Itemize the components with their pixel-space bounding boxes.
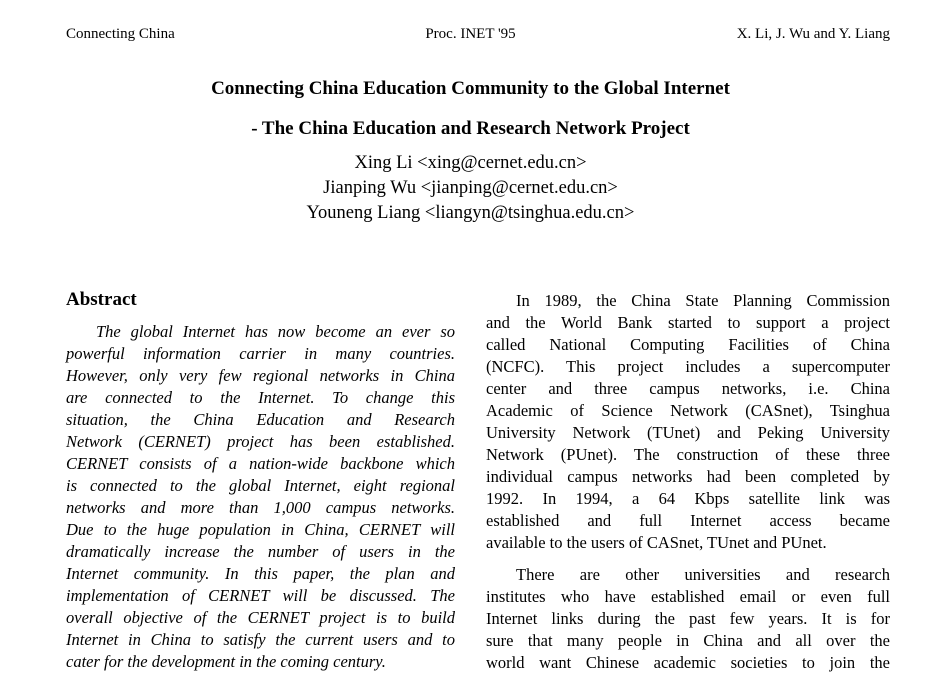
- abstract-text-line: networks and more than 1,000 campus networks.: [66, 498, 455, 517]
- paper-title-line2: - The China Education and Research Network Project: [251, 118, 690, 139]
- body-paragraph-1: [486, 290, 890, 554]
- body-paragraph-2: [486, 564, 890, 674]
- abstract-text-line: overall objective of the CERNET project is to build: [66, 608, 455, 627]
- body-text-line: sure that many people in China and all over the: [486, 631, 890, 650]
- body-text-line: available to the users of CASnet, TUnet and PUnet.: [486, 533, 827, 552]
- body-text-line: In 1989, the China State Planning Commission: [516, 291, 890, 310]
- header-running-title: Connecting China: [66, 26, 175, 42]
- abstract-text-line: situation, the China Education and Research: [66, 410, 455, 429]
- abstract-text-line: powerful information carrier in many countries.: [66, 344, 455, 363]
- abstract-text-line: cater for the development in the coming century.: [66, 652, 386, 671]
- body-text-line: Internet links during the past few years. It is for: [486, 609, 890, 628]
- body-text-line: individual campus networks had been completed by: [486, 467, 890, 486]
- abstract-text-line: is connected to the global Internet, eight regional: [66, 476, 455, 495]
- abstract-text-line: Due to the huge population in China, CERNET will: [66, 520, 455, 539]
- abstract-text-line: Network (CERNET) project has been established.: [66, 432, 455, 451]
- body-text-line: institutes who have established email or even full: [486, 587, 890, 606]
- paper-title-line1: Connecting China Education Community to the Global Internet: [211, 78, 730, 99]
- abstract-text-line: implementation of CERNET will be discussed. The: [66, 586, 455, 605]
- body-text-line: world want Chinese academic societies to join the: [486, 653, 890, 672]
- header-proceedings-label: Proc. INET '95: [425, 26, 516, 42]
- abstract-paragraph: [66, 321, 455, 673]
- abstract-text-line: dramatically increase the number of users in the: [66, 542, 455, 561]
- abstract-text-line: The global Internet has now become an ever so: [96, 322, 455, 341]
- body-text-line: There are other universities and research: [516, 565, 890, 584]
- abstract-text-line: CERNET consists of a nation-wide backbone which: [66, 454, 455, 473]
- body-text-line: called National Computing Facilities of China: [486, 335, 890, 354]
- body-text-line: (NCFC). This project includes a supercomputer: [486, 357, 890, 376]
- body-text-line: established and full Internet access became: [486, 511, 890, 530]
- author-line: Youneng Liang <liangyn@tsinghua.edu.cn>: [306, 203, 635, 223]
- abstract-heading: Abstract: [66, 289, 137, 310]
- body-text-line: and the World Bank started to support a project: [486, 313, 890, 332]
- author-line: Jianping Wu <jianping@cernet.edu.cn>: [323, 178, 618, 198]
- author-line: Xing Li <xing@cernet.edu.cn>: [354, 153, 587, 173]
- header-authors-short: X. Li, J. Wu and Y. Liang: [736, 26, 890, 42]
- body-text-line: center and three campus networks, i.e. China: [486, 379, 890, 398]
- authors-block: [0, 151, 941, 226]
- abstract-text-line: Internet in China to satisfy the current users and to: [66, 630, 455, 649]
- abstract-text-line: However, only very few regional networks in China: [66, 366, 455, 385]
- body-text-line: University Network (TUnet) and Peking University: [486, 423, 890, 442]
- body-text-line: 1992. In 1994, a 64 Kbps satellite link was: [486, 489, 890, 508]
- abstract-text-line: are connected to the Internet. To change this: [66, 388, 455, 407]
- body-text-line: Network (PUnet). The construction of these three: [486, 445, 890, 464]
- abstract-text-line: Internet community. In this paper, the plan and: [66, 564, 455, 583]
- body-text-line: Academic of Science Network (CASnet), Tsinghua: [486, 401, 890, 420]
